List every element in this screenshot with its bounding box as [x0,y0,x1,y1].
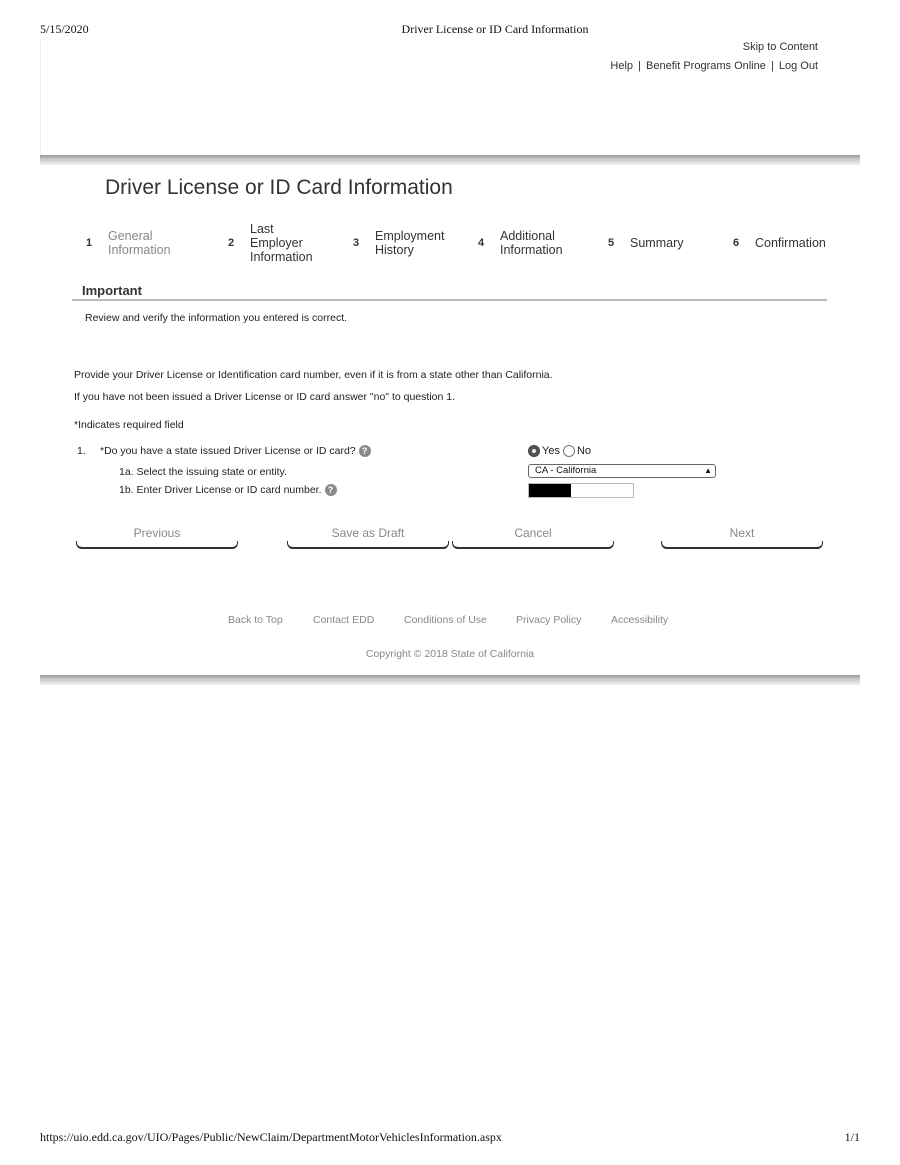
print-title: Driver License or ID Card Information [401,22,589,36]
page-title: Driver License or ID Card Information [105,176,453,199]
step-label: Additional Information [500,228,563,257]
skip-to-content-link[interactable]: Skip to Content [742,41,818,53]
step-label: Confirmation [755,235,826,250]
question-1a [119,466,287,478]
step-label: Summary [630,235,684,250]
step-number: 6 [732,236,740,249]
step-summary [602,220,683,265]
question-mark-icon[interactable]: ? [359,445,371,457]
print-header [0,22,900,38]
important-message: Review and verify the information you entered is correct. [85,312,348,324]
step-employment-history [347,220,455,265]
important-heading: Important [82,283,142,298]
next-button[interactable]: Next [661,524,823,549]
step-number: 4 [477,236,485,249]
important-divider [72,299,827,301]
copyright-text: Copyright © 2018 State of California [365,648,535,660]
step-additional-information [472,220,580,265]
privacy-policy-link[interactable]: Privacy Policy [516,614,582,626]
print-url: https://uio.edd.ca.gov/UIO/Pages/Public/NewClaim/DepartmentMotorVehiclesInformation.aspx [40,1130,502,1144]
step-general-information [80,220,178,265]
required-field-note: *Indicates required field [74,419,184,431]
step-label: Employment History [375,228,445,257]
step-last-employer-information [222,220,320,265]
step-number: 5 [607,236,615,249]
save-as-draft-button[interactable]: Save as Draft [287,524,449,549]
step-confirmation [727,220,826,265]
print-date: 5/15/2020 [40,22,89,36]
question-1 [77,445,371,457]
step-label: Last Employer Information [250,221,313,264]
issuing-state-select[interactable] [528,464,716,478]
yes-label: Yes [542,445,560,457]
conditions-of-use-link[interactable]: Conditions of Use [404,614,487,626]
contact-edd-link[interactable]: Contact EDD [313,614,375,626]
step-number: 3 [352,236,360,249]
instruction-text: Provide your Driver License or Identification card number, even if it is from a state other than California. [74,369,553,381]
cancel-button[interactable]: Cancel [452,524,614,549]
no-label: No [576,445,592,457]
question-mark-icon[interactable]: ? [325,484,337,496]
no-radio[interactable] [563,445,575,457]
progress-steps [80,220,830,265]
help-link[interactable]: Help [610,60,634,72]
back-to-top-link[interactable]: Back to Top [228,614,283,626]
question-number: 1. [77,445,86,457]
header-divider [40,155,860,165]
yes-radio[interactable] [528,445,540,457]
question-text: *Do you have a state issued Driver License or ID card? [100,445,356,457]
redacted-value [529,484,571,497]
question-text: 1a. Select the issuing state or entity. [119,466,287,478]
separator: | [638,60,641,72]
license-number-input[interactable] [528,483,634,498]
log-out-link[interactable]: Log Out [778,60,818,72]
selected-state: CA - California [535,465,597,476]
step-number: 2 [227,236,235,249]
utility-links [610,60,818,72]
has-license-radio-group [528,445,591,457]
benefit-programs-online-link[interactable]: Benefit Programs Online [646,60,766,72]
site-header [40,40,858,155]
print-page-number: 1/1 [844,1130,860,1144]
step-number: 1 [85,236,93,249]
accessibility-link[interactable]: Accessibility [611,614,669,626]
question-text: 1b. Enter Driver License or ID card number. [119,484,322,496]
question-1b [119,484,337,496]
instruction-text: If you have not been issued a Driver License or ID card answer "no" to question 1. [74,391,455,403]
previous-button[interactable]: Previous [76,524,238,549]
footer-divider [40,675,860,685]
step-label: General Information [108,228,171,257]
select-arrows-icon: ▲︎ [704,466,712,475]
separator: | [770,60,774,72]
